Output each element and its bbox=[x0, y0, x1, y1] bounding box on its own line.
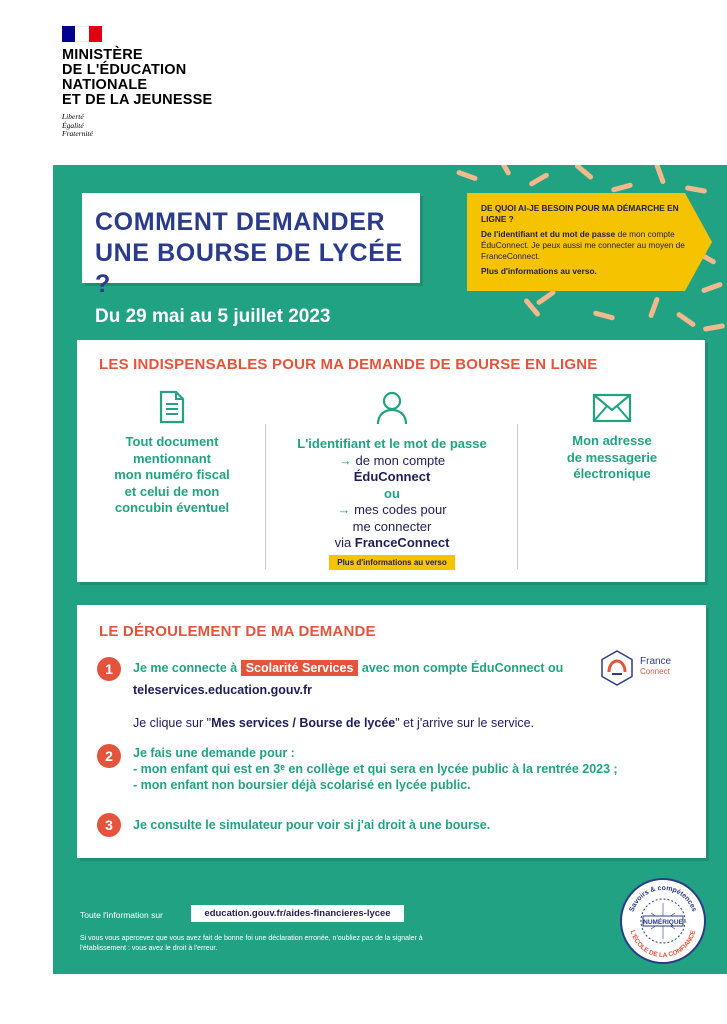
french-flag-icon bbox=[62, 26, 102, 42]
page-title: COMMENT DEMANDER UNE BOURSE DE LYCÉE ? bbox=[82, 193, 420, 283]
essentials-credentials: L'identifiant et le mot de passe → de mon compte ÉduConnect ou → mes codes pour me connecter via FranceConnect Plus d'informations au verso bbox=[277, 390, 507, 570]
essentials-card bbox=[77, 340, 705, 582]
info-answer: De l'identifiant et du mot de passe de mon compte ÉduConnect. Je peux aussi me connecter au moyen de FranceConnect. bbox=[481, 229, 685, 261]
process-card bbox=[77, 605, 706, 858]
ministry-logo bbox=[62, 26, 212, 139]
document-icon bbox=[159, 390, 185, 424]
more-info-badge: Plus d'informations au verso bbox=[329, 555, 454, 570]
svg-text:Savoirs & compétences: Savoirs & compétences bbox=[628, 884, 698, 913]
info-arrow-box bbox=[467, 193, 712, 291]
essentials-title: LES INDISPENSABLES POUR MA DEMANDE DE BOURSE EN LIGNE bbox=[99, 356, 598, 373]
step-3: Je consulte le simulateur pour voir si j'ai droit à une bourse. bbox=[133, 818, 491, 832]
svg-text:NUMÉRIQUE: NUMÉRIQUE bbox=[643, 919, 683, 926]
process-title: LE DÉROULEMENT DE MA DEMANDE bbox=[99, 623, 376, 640]
teleservices-url[interactable]: teleservices.education.gouv.fr bbox=[133, 683, 312, 697]
decor-dash bbox=[654, 165, 666, 185]
decor-dash bbox=[496, 165, 511, 176]
step-number: 2 bbox=[97, 744, 121, 768]
decor-dash bbox=[703, 323, 726, 332]
essentials-email: Mon adresse de messagerie électronique bbox=[537, 390, 687, 483]
campaign-dates: Du 29 mai au 5 juillet 2023 bbox=[95, 306, 331, 327]
svg-text:L'ÉCOLE DE LA CONFIANCE: L'ÉCOLE DE LA CONFIANCE bbox=[628, 929, 698, 960]
step-1: Je me connecte à Scolarité Services avec mon compte ÉduConnect ou bbox=[133, 661, 564, 675]
decor-dash bbox=[536, 289, 557, 306]
info-question: DE QUOI AI-JE BESOIN POUR MA DÉMARCHE EN LIGNE ? bbox=[481, 203, 679, 224]
scolarite-services-badge: Scolarité Services bbox=[241, 660, 359, 676]
column-divider bbox=[517, 424, 518, 569]
decor-dash bbox=[593, 310, 616, 321]
ministry-name: MINISTÈRE DE L'ÉDUCATION NATIONALE ET DE LA JEUNESSE bbox=[62, 47, 213, 108]
decor-dash bbox=[456, 169, 478, 181]
republic-motto: Liberté Égalité Fraternité bbox=[62, 112, 93, 138]
decor-dash bbox=[611, 182, 634, 193]
step-1-note: Je clique sur "Mes services / Bourse de lycée" et j'arrive sur le service. bbox=[133, 716, 535, 730]
decor-dash bbox=[528, 172, 550, 187]
franceconnect-logo-text: France Connect bbox=[640, 656, 672, 676]
step-number: 1 bbox=[97, 657, 121, 681]
decor-dash bbox=[676, 311, 697, 328]
footer-link[interactable]: education.gouv.fr/aides-financieres-lycee bbox=[191, 905, 404, 922]
step-number: 3 bbox=[97, 813, 121, 837]
essentials-document: Tout document mentionnant mon numéro fiscal et celui de mon concubin éventuel bbox=[97, 390, 247, 517]
numerique-seal-icon bbox=[620, 878, 706, 964]
footer-note: Si vous vous apercevez que vous avez fait de bonne foi une déclaration erronée, n'oubliez pas de la signaler à l'établissement : vous avez le droit à l'erreur. bbox=[80, 935, 423, 952]
footer-label: Toute l'information sur bbox=[80, 910, 163, 920]
step-2: Je fais une demande pour : - mon enfant qui est en 3ᵉ en collège et qui sera en lycée public à la rentrée 2023 ; - mon enfant non boursier déjà scolarisé en lycée public. bbox=[133, 746, 618, 792]
info-more: Plus d'informations au verso. bbox=[481, 266, 597, 276]
decor-dash bbox=[574, 165, 594, 180]
mail-icon bbox=[592, 393, 632, 423]
user-icon bbox=[375, 390, 409, 426]
decor-dash bbox=[648, 296, 660, 318]
column-divider bbox=[265, 424, 266, 569]
franceconnect-logo-icon bbox=[599, 650, 635, 686]
